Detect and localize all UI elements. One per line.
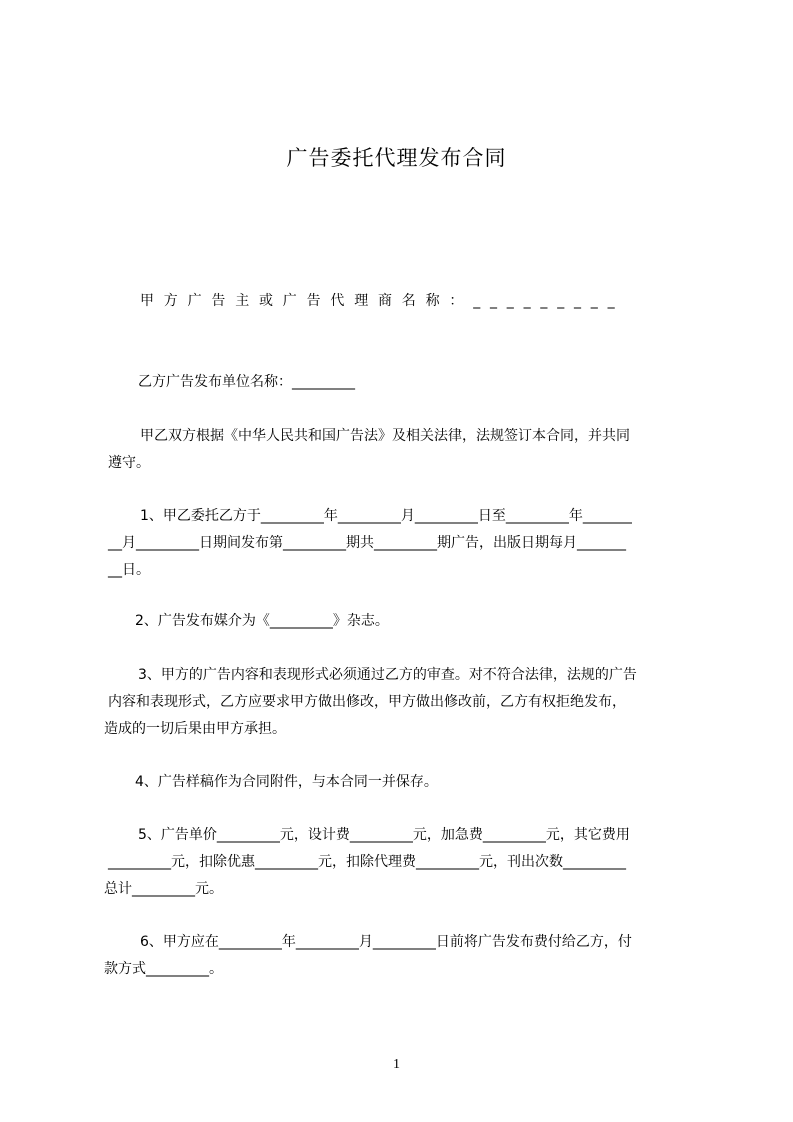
clause-2-line-1: 2、广告发布媒介为《_________》杂志。 xyxy=(135,613,389,629)
party-a-line: 甲方广告主或广告代理商名称：_________ xyxy=(140,293,625,309)
document-title: 广告委托代理发布合同 xyxy=(286,146,507,170)
party-b-line: 乙方广告发布单位名称：_________ xyxy=(138,374,355,390)
clause-1-line-3: __日。 xyxy=(108,562,150,578)
clause-3-line-2: 内容和表现形式，乙方应要求甲方做出修改，甲方做出修改前，乙方有权拒绝发布， xyxy=(108,694,626,710)
intro-line-2: 遵守。 xyxy=(108,455,150,471)
clause-5-line-3: 总计_________元。 xyxy=(104,881,223,897)
page-number: 1 xyxy=(393,1057,400,1072)
clause-5-line-2: _________元，扣除优惠_________元，扣除代理费_________元，刊出次数_________ xyxy=(108,854,626,870)
clause-3-line-1: 3、甲方的广告内容和表现形式必须通过乙方的审查。对不符合法律，法规的广告 xyxy=(138,667,637,683)
clause-3-line-3: 造成的一切后果由甲方承担。 xyxy=(104,721,286,737)
clause-4-line-1: 4、广告样稿作为合同附件，与本合同一并保存。 xyxy=(135,774,438,790)
clause-1-line-1: 1、甲乙委托乙方于_________年_________月_________日至_________年_______ xyxy=(140,508,632,524)
clause-1-line-2: __月_________日期间发布第_________期共_________期广告，出版日期每月_______ xyxy=(108,535,626,551)
clause-6-line-1: 6、甲方应在_________年_________月_________日前将广告发布费付给乙方，付 xyxy=(140,934,632,950)
clause-5-line-1: 5、广告单价_________元，设计费_________元，加急费_________元，其它费用 xyxy=(138,827,630,843)
clause-6-line-2: 款方式_________。 xyxy=(104,961,223,977)
intro-line-1: 甲乙双方根据《中华人民共和国广告法》及相关法律，法规签订本合同，并共同 xyxy=(140,428,630,444)
